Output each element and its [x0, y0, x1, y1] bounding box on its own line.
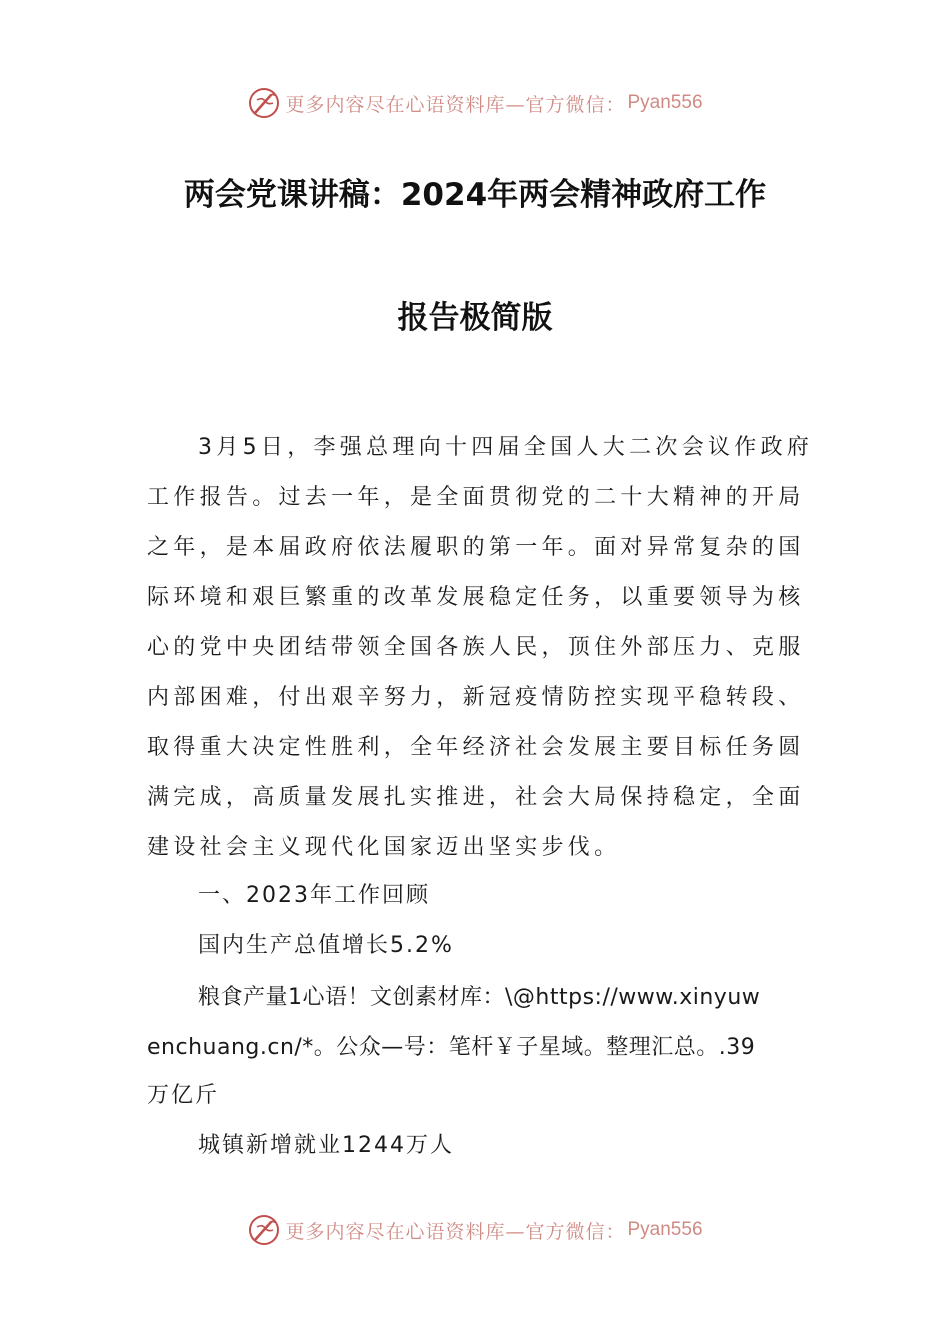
footer-watermark [0, 1210, 950, 1250]
body-line: 万亿斤 [147, 1083, 220, 1108]
body-line: 城镇新增就业1244万人 [198, 1133, 454, 1158]
watermark-text: 更多内容尽在心语资料库—官方微信： [285, 1220, 626, 1243]
header-watermark [0, 83, 950, 123]
body-line: 满完成，高质量发展扎实推进，社会大局保持稳定，全面 [147, 785, 805, 810]
body-line: 工作报告。过去一年，是全面贯彻党的二十大精神的开局 [147, 485, 805, 510]
body-line: 建设社会主义现代化国家迈出坚实步伐。 [147, 835, 621, 860]
body-line: 内部困难，付出艰辛努力，新冠疫情防控实现平稳转段、 [147, 685, 805, 710]
section-heading: 一、2023年工作回顾 [198, 883, 430, 908]
document-title-line-2: 报告极简版 [397, 300, 553, 336]
body-line: 国内生产总值增长5.2% [198, 933, 454, 958]
body-line: 际环境和艰巨繁重的改革发展稳定任务，以重要领导为核 [147, 585, 805, 610]
body-line: 之年，是本届政府依法履职的第一年。面对异常复杂的国 [147, 535, 805, 560]
pen-logo-icon [247, 86, 281, 120]
watermark-wechat-id: Pyan556 [627, 1219, 703, 1240]
watermark-text: 更多内容尽在心语资料库—官方微信： [285, 93, 626, 116]
body-line: 粮食产量1心语！文创素材库：\@https://www.xinyuw [198, 985, 761, 1010]
pen-logo-icon [247, 1213, 281, 1247]
watermark-wechat-id: Pyan556 [627, 92, 703, 113]
body-line: enchuang.cn/*。公众—号：笔杆￥子星域。整理汇总。.39 [147, 1035, 756, 1060]
document-title-line-1: 两会党课讲稿：2024年两会精神政府工作 [183, 177, 767, 213]
body-line: 取得重大决定性胜利，全年经济社会发展主要目标任务圆 [147, 735, 805, 760]
body-line: 3月5日，李强总理向十四届全国人大二次会议作政府 [198, 435, 814, 460]
body-line: 心的党中央团结带领全国各族人民，顶住外部压力、克服 [147, 635, 805, 660]
